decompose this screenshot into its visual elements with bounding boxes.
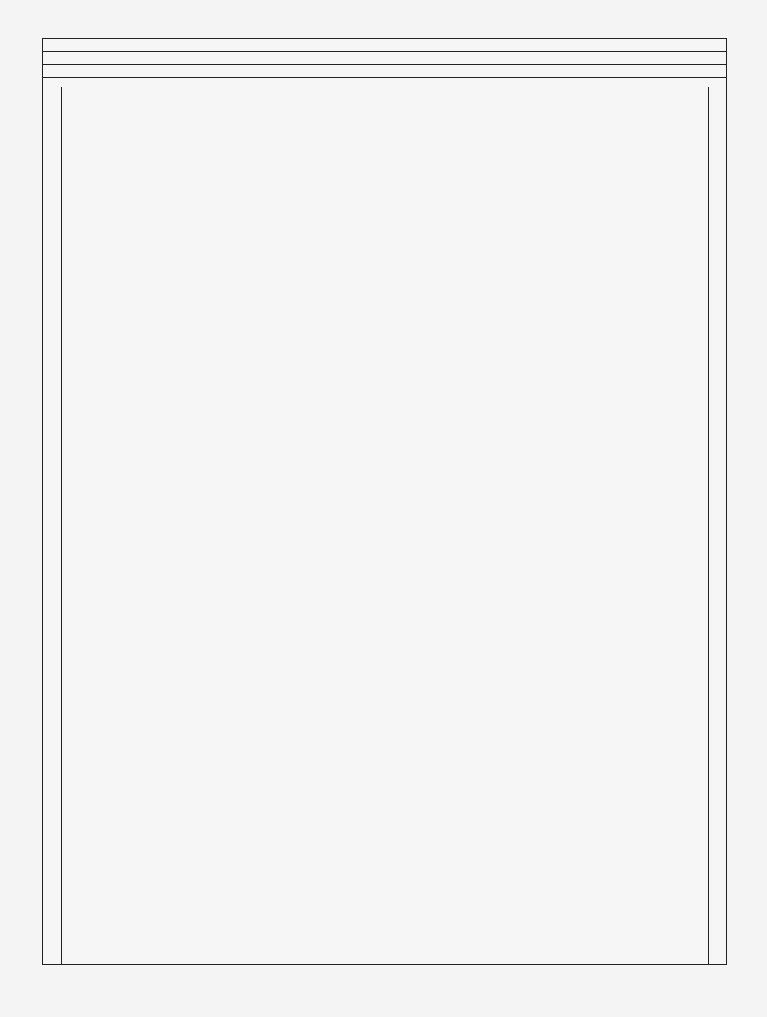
right-index-divider [708, 87, 709, 964]
search-parameters-row [43, 52, 726, 65]
report-frame [42, 38, 727, 965]
note-row [43, 65, 726, 78]
left-index-divider [61, 87, 62, 964]
scan-parameters-row [43, 39, 726, 52]
